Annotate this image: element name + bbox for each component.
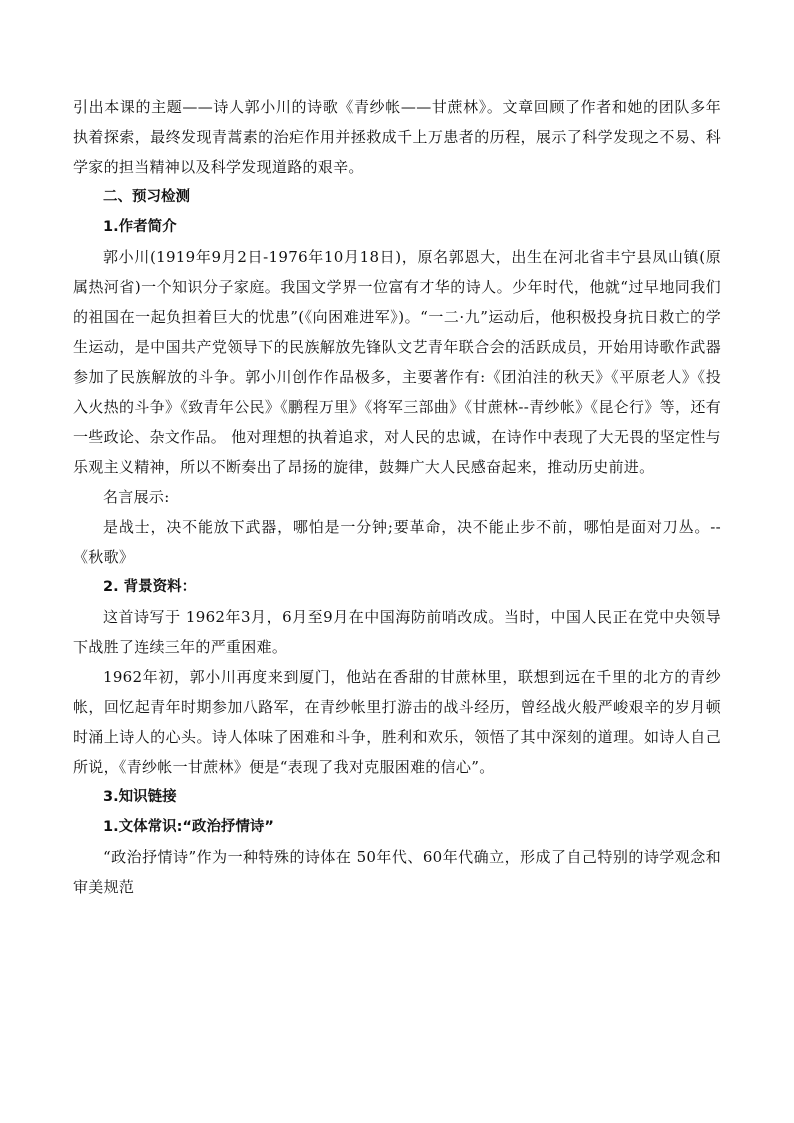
genre-paragraph: “政治抒情诗”作为一种特殊的诗体在 50年代、60年代确立，形成了自己特别的诗学观念和审美规范 (73, 848, 721, 896)
subheading-genre: 1.文体常识:“政治抒情诗” (103, 819, 274, 835)
intro-paragraph: 引出本课的主题——诗人郭小川的诗歌《青纱帐——甘蔗林》。文章回顾了作者和她的团队多年执着探索，最终发现青蒿素的治疟作用并拯救成千上万患者的历程，展示了科学发现之不易、科学家的担当精神以及科学发现道路的艰辛。 (73, 98, 721, 176)
author-paragraph: 郭小川(1919年9月2日-1976年10月18日)，原名郭恩大，出生在河北省丰宁县凤山镇(原属热河省)一个知识分子家庭。我国文学界一位富有才华的诗人。少年时代，他就“过早地同我们的祖国在一起负担着巨大的忧患”(《向困难进军》)。“一二·九”运动后，他积极投身抗日救亡的学生运动，是中国共产党领导下的民族解放先锋队文艺青年联合会的活跃成员，开始用诗歌作武器参加了民族解放的斗争。郭小川创作作品极多，主要著作有:《团泊洼的秋天》《平原老人》《投入火热的斗争》《致青年公民》《鹏程万里》《将军三部曲》《甘蔗林--青纱帐》《昆仑行》等，还有一些政论、杂文作品。 他对理想的执着追求，对人民的忠诚，在诗作中表现了大无畏的坚定性与乐观主义精神，所以不断奏出了昂扬的旋律，鼓舞广大人民感奋起来，推动历史前进。 (73, 248, 721, 476)
section-heading-preview-check: 二、预习检测 (103, 189, 190, 205)
document-body (73, 92, 721, 902)
subheading-background: 2. 背景资料： (103, 579, 197, 595)
subheading-author-intro: 1.作者简介 (103, 219, 177, 235)
background-paragraph-2: 1962年初，郭小川再度来到厦门，他站在香甜的甘蔗林里，联想到远在千里的北方的青纱帐，回忆起青年时期参加八路军，在青纱帐里打游击的战斗经历，曾经战火般严峻艰辛的岁月顿时涌上诗人的心头。诗人体味了困难和斗争，胜利和欢乐，领悟了其中深刻的道理。如诗人自己所说，《青纱帐一甘蔗林》便是“表现了我对克服困难的信心”。 (73, 668, 721, 776)
quote-text: 是战士，决不能放下武器，哪怕是一分钟;要革命，决不能止步不前，哪怕是面对刀丛。--《秋歌》 (73, 518, 721, 566)
quote-label: 名言展示: (103, 488, 170, 506)
subheading-knowledge-link: 3.知识链接 (103, 789, 177, 805)
background-paragraph-1: 这首诗写于 1962年3月，6月至9月在中国海防前哨改成。当时，中国人民正在党中央领导下战胜了连续三年的严重困难。 (73, 608, 721, 656)
